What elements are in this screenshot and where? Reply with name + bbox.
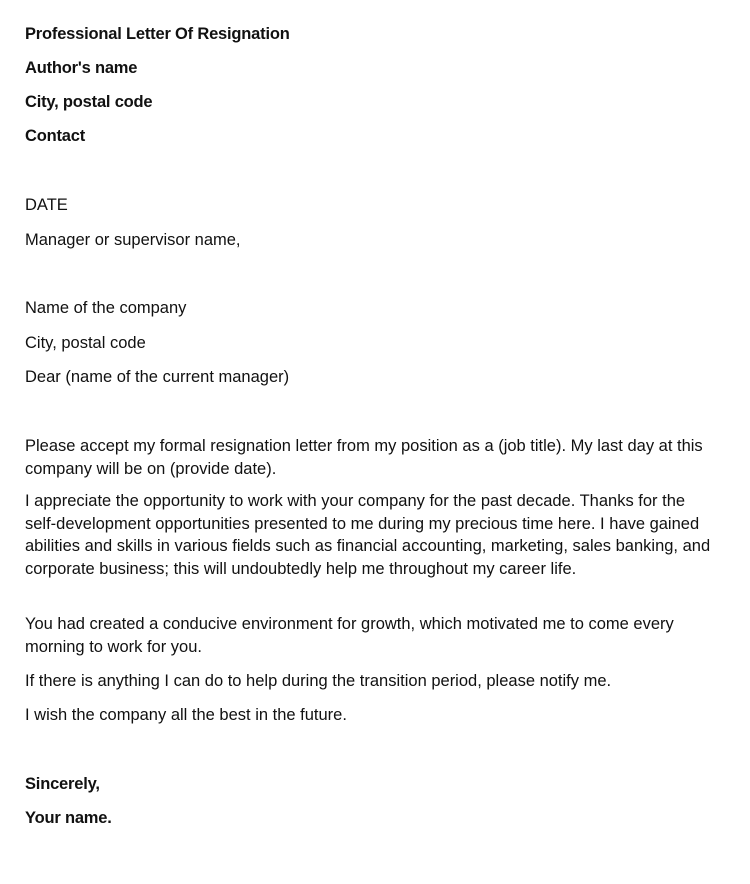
body-paragraph-transition: If there is anything I can do to help during the transition period, please notify me.: [25, 672, 612, 690]
body-paragraph-appreciation: I appreciate the opportunity to work with your company for the past decade. Thanks for the self-development opportunities presented to me during my precious time here. I have gained abilities and skills in various fields such as financial accounting, marketing, sales banking, and corporate business; this will undoubtedly help me throughout my career life.: [25, 492, 711, 578]
author-name: Author's name: [25, 59, 138, 77]
author-city-postal: City, postal code: [25, 93, 153, 111]
signature: Your name.: [25, 809, 112, 827]
body-paragraph-wishes: I wish the company all the best in the future.: [25, 706, 347, 724]
letter-date: DATE: [25, 196, 68, 214]
salutation: Dear (name of the current manager): [25, 368, 290, 386]
author-contact: Contact: [25, 127, 86, 145]
body-paragraph-resignation: Please accept my formal resignation letter from my position as a (job title). My last day at this company will be on (provide date).: [25, 437, 703, 478]
letter-title: Professional Letter Of Resignation: [25, 25, 290, 43]
company-city-postal: City, postal code: [25, 334, 146, 352]
company-name: Name of the company: [25, 299, 187, 317]
closing: Sincerely,: [25, 775, 100, 793]
recipient-name: Manager or supervisor name,: [25, 231, 241, 249]
body-paragraph-environment: You had created a conducive environment for growth, which motivated me to come every morning to work for you.: [25, 615, 674, 656]
